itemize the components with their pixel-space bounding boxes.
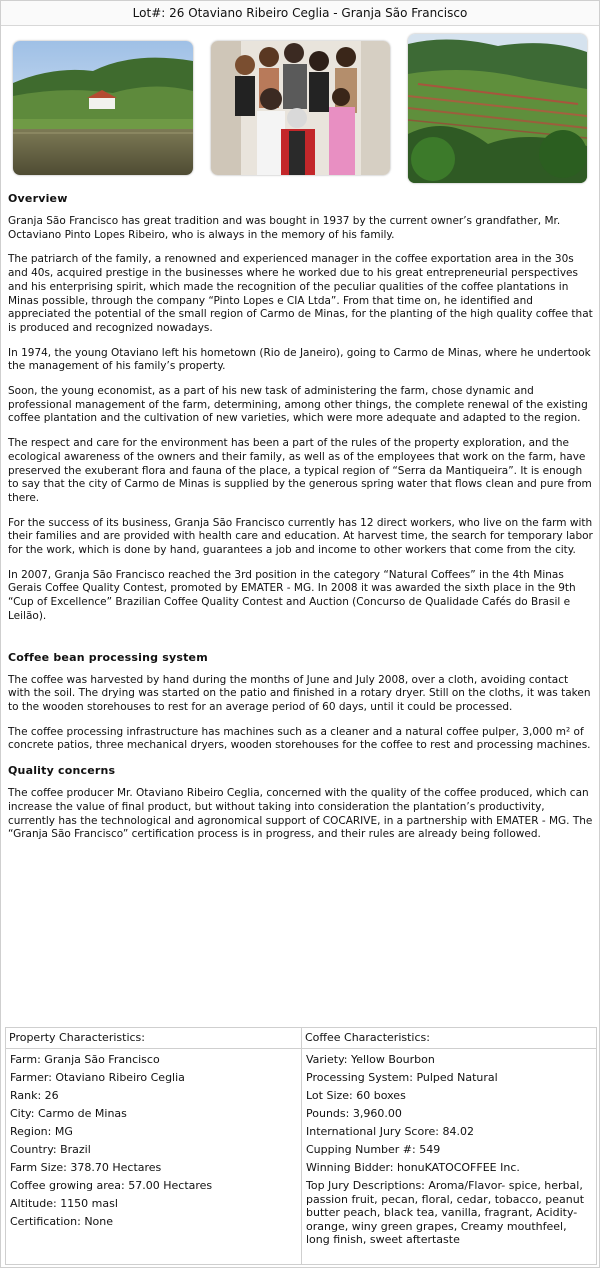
property-row: Certification: None — [10, 1215, 114, 1228]
coffee-row: Pounds: 3,960.00 — [306, 1107, 402, 1120]
coffee-row: Lot Size: 60 boxes — [306, 1089, 406, 1102]
characteristics-table — [5, 1027, 597, 1265]
photo-gallery — [1, 26, 599, 188]
coffee-heading: Coffee Characteristics: — [302, 1028, 596, 1049]
property-row: Farm Size: 378.70 Hectares — [10, 1161, 162, 1174]
processing-paragraph: The coffee was harvested by hand during the months of June and July 2008, over a cloth, avoiding contact with the soil. The drying was started on the patio and finished in a rotary dryer. Still on the cloths, it was taken to the wooden storehouses to rest for an average period of 60 days, until it could be processed. — [8, 673, 591, 713]
quality-paragraph: The coffee producer Mr. Otaviano Ribeiro Ceglia, concerned with the quality of the coffee produced, which can increase the value of final product, but without taking into consideration the plantation’s productivity, currently has the technological and agronomical support of COCARIVE, in a partnership with EMATER - MG. The “Granja São Francisco” certification process is in progress, and their rules are already being followed. — [8, 787, 593, 841]
property-row: Farmer: Otaviano Ribeiro Ceglia — [10, 1071, 185, 1084]
property-row: Country: Brazil — [10, 1143, 91, 1156]
coffee-row: Processing System: Pulped Natural — [306, 1071, 498, 1084]
overview-paragraph: The patriarch of the family, a renowned and experienced manager in the coffee exportation area in the 30s and 40s, acquired prestige in the businesses where he worked due to his great entrepreneurial perspectives and his enterprising spirit, which made the recognition of the peculiar qualities of the coffee plantations in Minas possible, through the company “Pinto Lopes e CIA Ltda”. From that time on, he identified and appreciated the potential of the small region of Carmo de Minas, for the planting of the high quality coffee that is produced and recognized nowadays. — [8, 253, 593, 334]
coffee-row: Top Jury Descriptions: Aroma/Flavor- spice, herbal, passion fruit, pecan, floral, cedar, tobacco, peanut butter peach, black tea, vanilla, fragrant, Acidity- orange, winy green grapes, Creamy mouthfeel, long finish, sweet aftertaste — [306, 1179, 585, 1246]
coffee-row: Variety: Yellow Bourbon — [306, 1053, 435, 1066]
property-row: Rank: 26 — [10, 1089, 59, 1102]
overview-heading: Overview — [8, 192, 68, 205]
property-row: City: Carmo de Minas — [10, 1107, 127, 1120]
processing-paragraph: The coffee processing infrastructure has machines such as a cleaner and a natural coffee pulper, 3,000 m² of concrete patios, three mechanical dryers, wooden storehouses for the coffee to rest and processing machines. — [8, 725, 591, 752]
property-row: Region: MG — [10, 1125, 73, 1138]
overview-paragraph: Granja São Francisco has great tradition and was bought in 1937 by the current owner’s grandfather, Mr. Octaviano Pinto Lopes Ribeiro, who is always in the memory of his family. — [8, 215, 561, 241]
property-row: Coffee growing area: 57.00 Hectares — [10, 1179, 213, 1192]
overview-paragraph: In 2007, Granja São Francisco reached the 3rd position in the category “Natural Coffees” in the 4th Minas Gerais Coffee Quality Contest, promoted by EMATER - MG. In 2008 it was awarded the sixth place in the 9th “Cup of Excellence” Brazilian Coffee Quality Contest and Auction (Concurso de Qualidade Cafés do Brasil e Leilão). — [8, 568, 576, 622]
overview-paragraph: The respect and care for the environment has been a part of the rules of the property exploration, and the ecological awareness of the owners and their family, as well as of the employees that work on the farm, have preserved the exuberant flora and fauna of the place, a typical region of “Serra da Mantiqueira”. It is enough to say that the city of Carmo de Minas is supplied by the generous spring water that flows clean and pure from there. — [8, 437, 592, 504]
page-title: Lot#: 26 Otaviano Ribeiro Ceglia - Granja São Francisco — [1, 1, 599, 26]
farm-lake-photo-icon — [13, 41, 193, 175]
processing-heading: Coffee bean processing system — [8, 650, 208, 664]
property-row: Farm: Granja São Francisco — [10, 1053, 160, 1066]
property-characteristics — [6, 1028, 302, 1264]
overview-paragraph: Soon, the young economist, as a part of his new task of administering the farm, chose dynamic and professional management of the farm, determining, among other things, the complete renewal of the existing coffee plantation and the cultivation of new varieties, which were more adequate and adapted to the region. — [8, 385, 588, 425]
coffee-plantation-photo-icon — [408, 34, 587, 183]
lot-description — [1, 192, 599, 842]
coffee-row: International Jury Score: 84.02 — [306, 1125, 474, 1138]
property-row: Altitude: 1150 masl — [10, 1197, 118, 1210]
overview-paragraph: In 1974, the young Otaviano left his hometown (Rio de Janeiro), going to Carmo de Minas, where he undertook the management of his family’s property. — [8, 346, 591, 373]
coffee-characteristics — [302, 1028, 596, 1264]
quality-heading: Quality concerns — [8, 764, 116, 778]
coffee-row: Winning Bidder: honuKATOCOFFEE Inc. — [306, 1161, 520, 1174]
family-group-photo-icon — [211, 41, 390, 175]
property-heading: Property Characteristics: — [6, 1028, 301, 1049]
overview-paragraph: For the success of its business, Granja São Francisco currently has 12 direct workers, who live on the farm with their families and are provided with health care and education. At harvest time, the search for temporary labor for the work, which is done by hand, guarantees a job and income to other workers that come from the city. — [8, 516, 593, 557]
coffee-row: Cupping Number #: 549 — [306, 1143, 441, 1156]
